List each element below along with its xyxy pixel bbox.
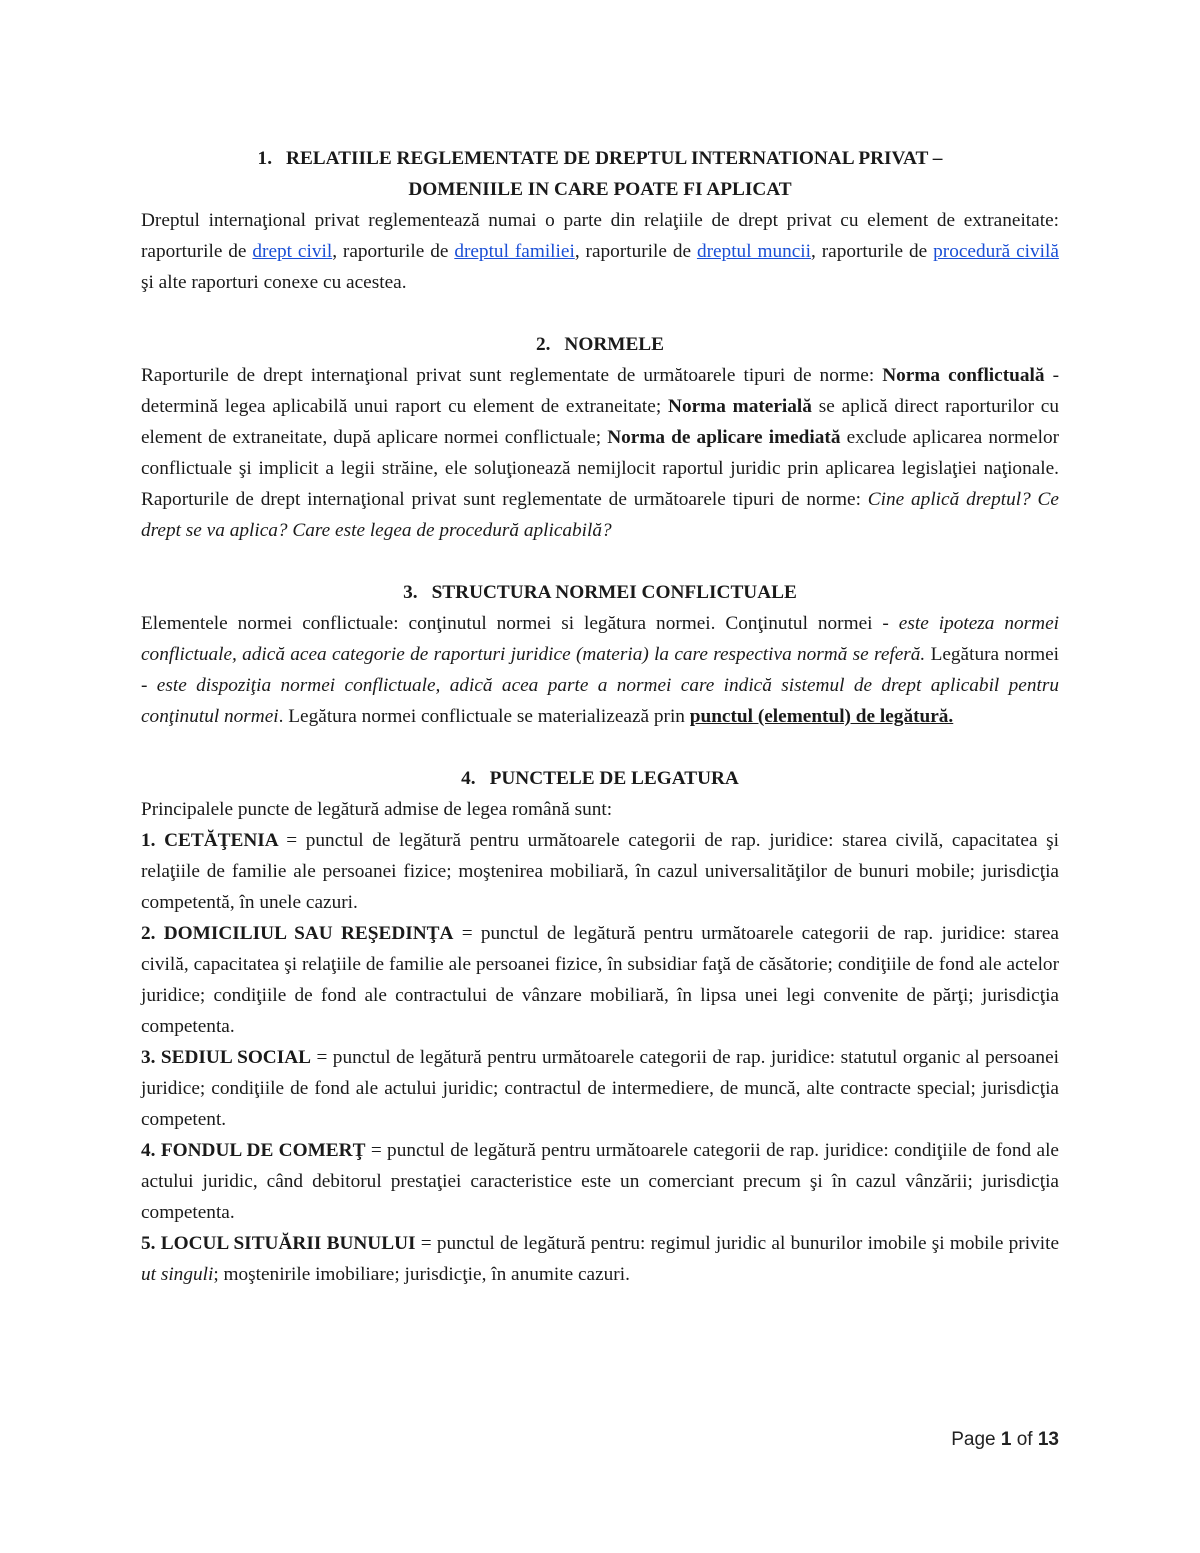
- link-dreptul-muncii[interactable]: dreptul muncii: [696, 241, 812, 262]
- section-1-paragraph: [141, 205, 1059, 298]
- italic-run: ut singuli: [141, 1264, 214, 1285]
- italic-run: este ipoteza normei conflictuale, adică acea categorie de raporturi juridice (materia) la care respectiva normă se referă.: [141, 613, 1059, 665]
- section-title: PUNCTELE DE LEGATURA: [489, 768, 739, 789]
- document-body: [141, 143, 1059, 1290]
- text-run: - determină legea aplicabilă unui raport cu element de extraneitate;: [141, 365, 1059, 417]
- section-number: 2.: [535, 334, 551, 355]
- italic-run: este dispoziţia normei conflictuale, adică acea parte a normei care indică sistemul de drept aplicabil pentru conţinutul normei: [141, 675, 1059, 727]
- section-3-paragraph: [141, 608, 1059, 732]
- item-label: 2. DOMICILIUL SAU REŞEDINŢA: [141, 923, 454, 944]
- link-dreptul-familiei[interactable]: dreptul familiei: [454, 241, 575, 262]
- item-text: = punctul de legătură pentru următoarele categorii de rap. juridice: starea civilă, capacitatea şi relaţiile de familie ale persoanei fizice, în subsidiar faţă de căsătorie; condiţiile de fond ale actelor juridice; condiţiile de fond ale contractului de vânzare mobiliară, în lipsa unei legi convenite de părţi; jurisdicţia competenta.: [141, 923, 1059, 1037]
- page-total: 13: [1037, 1429, 1059, 1450]
- bold-term: Norma de aplicare imediată: [607, 427, 841, 448]
- text-run: Elementele normei conflictuale: conţinutul normei si legătura normei. Conţinutul normei -: [141, 613, 899, 634]
- bold-term: Norma materială: [668, 396, 812, 417]
- page-word: Page: [951, 1429, 1001, 1450]
- section-3-heading: [141, 577, 1059, 608]
- list-item: [141, 1042, 1059, 1135]
- section-4-intro: Principalele puncte de legătură admise de legea română sunt:: [141, 799, 613, 820]
- section-title: STRUCTURA NORMEI CONFLICTUALE: [431, 582, 797, 603]
- section-2-heading: [141, 329, 1059, 360]
- section-1-heading-line2: DOMENIILE IN CARE POATE FI APLICAT: [408, 179, 792, 200]
- item-label: 5. LOCUL SITUĂRII BUNULUI: [141, 1233, 416, 1254]
- item-text: = punctul de legătură pentru: regimul juridic al bunurilor imobile şi mobile privite: [415, 1233, 1060, 1254]
- list-item: [141, 825, 1059, 918]
- text-run: şi alte raporturi conexe cu acestea.: [141, 272, 407, 293]
- text-run: Dreptul internaţional privat reglementează numai o parte din relaţiile de drept privat cu element de extraneitate: raporturile de: [141, 210, 1059, 262]
- item-text: = punctul de legătură pentru următoarele categorii de rap. juridice: starea civilă, capacitatea şi relaţiile de familie ale persoanei fizice; moştenirea mobiliară, în cazul universalităţilor de bunuri mobile; jurisdicţia competentă, în unele cazuri.: [141, 830, 1059, 913]
- italic-run: Cine aplică dreptul? Ce drept se va aplica? Care este legea de procedură aplicabilă?: [141, 489, 1059, 541]
- page-footer: [951, 1429, 1059, 1451]
- link-procedura-civila[interactable]: procedură civilă: [933, 241, 1059, 262]
- spacer: [141, 732, 1059, 763]
- section-number: 1.: [257, 148, 273, 169]
- text-run: Raporturile de drept internaţional privat sunt reglementate de următoarele tipuri de norme:: [141, 365, 883, 386]
- item-label: 3. SEDIUL SOCIAL: [141, 1047, 312, 1068]
- item-text: = punctul de legătură pentru următoarele categorii de rap. juridice: condiţiile de fond ale actului juridic, când debitorul prestaţiei caracteristice este un comerciant precum şi în cazul vânzării; jurisdicţia competenta.: [141, 1140, 1059, 1223]
- section-number: 3.: [403, 582, 418, 603]
- page-number: 1: [1000, 1429, 1012, 1450]
- text-run: . Legătura normei conflictuale se materializează prin: [278, 706, 690, 727]
- text-run: , raporturile de: [811, 241, 934, 262]
- text-run: , raporturile de: [332, 241, 455, 262]
- item-text: ; moştenirile imobiliare; jurisdicţie, în anumite cazuri.: [213, 1264, 630, 1285]
- item-label: 1. CETĂŢENIA: [141, 830, 287, 851]
- section-title: RELATIILE REGLEMENTATE DE DREPTUL INTERNATIONAL PRIVAT –: [286, 148, 943, 169]
- item-text: = punctul de legătură pentru următoarele categorii de rap. juridice: statutul organic al persoanei juridice; condiţiile de fond ale actului juridic; contractul de intermediere, de muncă, alte contracte special; jurisdicţia competent.: [141, 1047, 1059, 1130]
- item-label: 4. FONDUL DE COMERŢ: [141, 1140, 366, 1161]
- text-run: se aplică direct raporturilor cu element de extraneitate, după aplicare normei conflictuale;: [141, 396, 1059, 448]
- section-title: NORMELE: [564, 334, 665, 355]
- section-4-heading: [141, 763, 1059, 794]
- bold-underlined-term: punctul (elementul) de legătură.: [689, 706, 954, 727]
- text-run: Legătura normei -: [141, 644, 1059, 696]
- list-item: [141, 1135, 1059, 1228]
- bold-term: Norma conflictuală: [882, 365, 1045, 386]
- text-run: , raporturile de: [574, 241, 697, 262]
- section-1-heading: [141, 143, 1059, 174]
- text-run: exclude aplicarea normelor conflictuale şi implicit a legii străine, ele soluţionează nemijlocit raportul juridic prin aplicarea legislaţiei naţionale. Raporturile de drept internaţional privat sunt reglementate de următoarele tipuri de norme:: [141, 427, 1059, 510]
- of-word: of: [1011, 1429, 1038, 1450]
- list-item: [141, 1228, 1059, 1290]
- link-drept-civil[interactable]: drept civil: [252, 241, 333, 262]
- spacer: [141, 546, 1059, 577]
- list-item: [141, 918, 1059, 1042]
- section-2-paragraph: [141, 360, 1059, 546]
- spacer: [141, 298, 1059, 329]
- section-number: 4.: [461, 768, 476, 789]
